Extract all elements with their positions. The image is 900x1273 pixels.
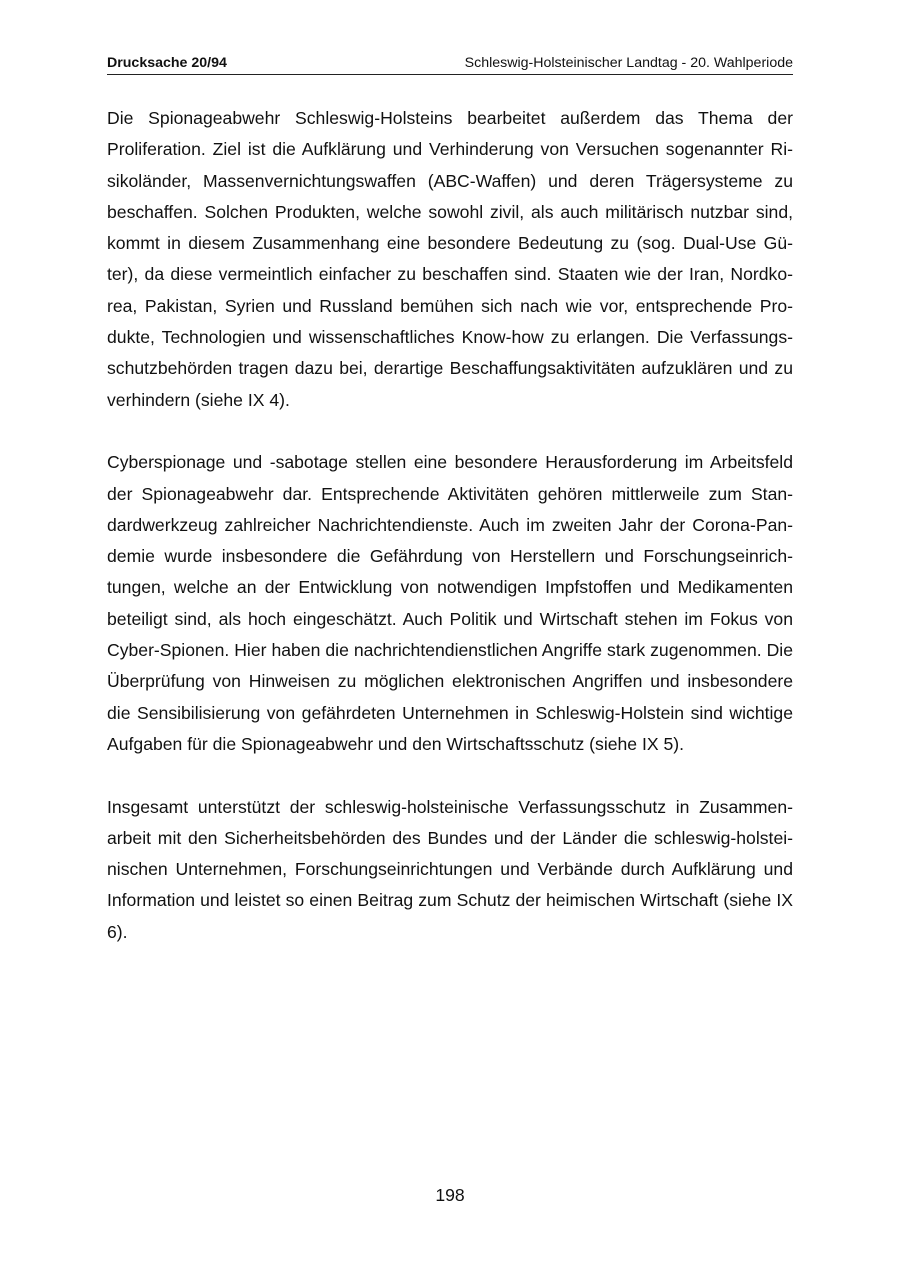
paragraph-wirtschaftsschutz: Insgesamt unterstützt der schleswig-holsteinische Verfassungsschutz in Zusammenarbeit mit den Sicherheitsbehörden des Bundes und der Länder die schleswig-holsteinischen Unternehmen, Forschungseinrichtungen und Verbände durch Aufklärung und Information und leistet so einen Beitrag zum Schutz der heimischen Wirtschaft (siehe IX 6). [107, 796, 793, 942]
page-number: 198 [435, 1185, 465, 1205]
document-body [107, 103, 793, 979]
paragraph-cyberspionage: Cyberspionage und -sabotage stellen eine besondere Herausforderung im Arbeitsfeld der Spionageabwehr dar. Entsprechende Aktivitäten gehören mittlerweile zum Standardwerkzeug zahlreicher Nachrichtendienste. Auch im zweiten Jahr der Corona-Pandemie wurde insbesondere die Gefährdung von Herstellern und Forschungseinrichtungen, welche an der Entwicklung von notwendigen Impfstoffen und Medikamenten beteiligt sind, als hoch eingeschätzt. Auch Politik und Wirtschaft stehen im Fokus von Cyber-Spionen. Hier haben die nachrichtendienstlichen Angriffe stark zugenommen. Die Überprüfung von Hinweisen zu möglichen elektronischen Angriffen und insbesondere die Sensibilisierung von gefährdeten Unternehmen in Schleswig-Holstein sind wichtige Aufgaben für die Spionageabwehr und den Wirtschaftsschutz (siehe IX 5). [107, 452, 793, 754]
page-header [107, 55, 793, 75]
parliament-title: Schleswig-Holsteinischer Landtag - 20. Wahlperiode [464, 55, 793, 71]
document-number: Drucksache 20/94 [107, 55, 227, 71]
paragraph-proliferation: Die Spionageabwehr Schleswig-Holsteins bearbeitet außerdem das Thema der Proliferation. Ziel ist die Aufklärung und Verhinderung von Versuchen sogenannter Risikoländer, Massenvernichtungswaffen (ABC-Waffen) und deren Trägersysteme zu beschaffen. Solchen Produkten, welche sowohl zivil, als auch militärisch nutzbar sind, kommt in diesem Zusammenhang eine besondere Bedeutung zu (sog. Dual-Use Güter), da diese vermeintlich einfacher zu beschaffen sind. Staaten wie der Iran, Nordkorea, Pakistan, Syrien und Russland bemühen sich nach wie vor, entsprechende Produkte, Technologien und wissenschaftliches Know-how zu erlangen. Die Verfassungsschutzbehörden tragen dazu bei, derartige Beschaffungsaktivitäten aufzuklären und zu verhindern (siehe IX 4). [107, 108, 793, 410]
